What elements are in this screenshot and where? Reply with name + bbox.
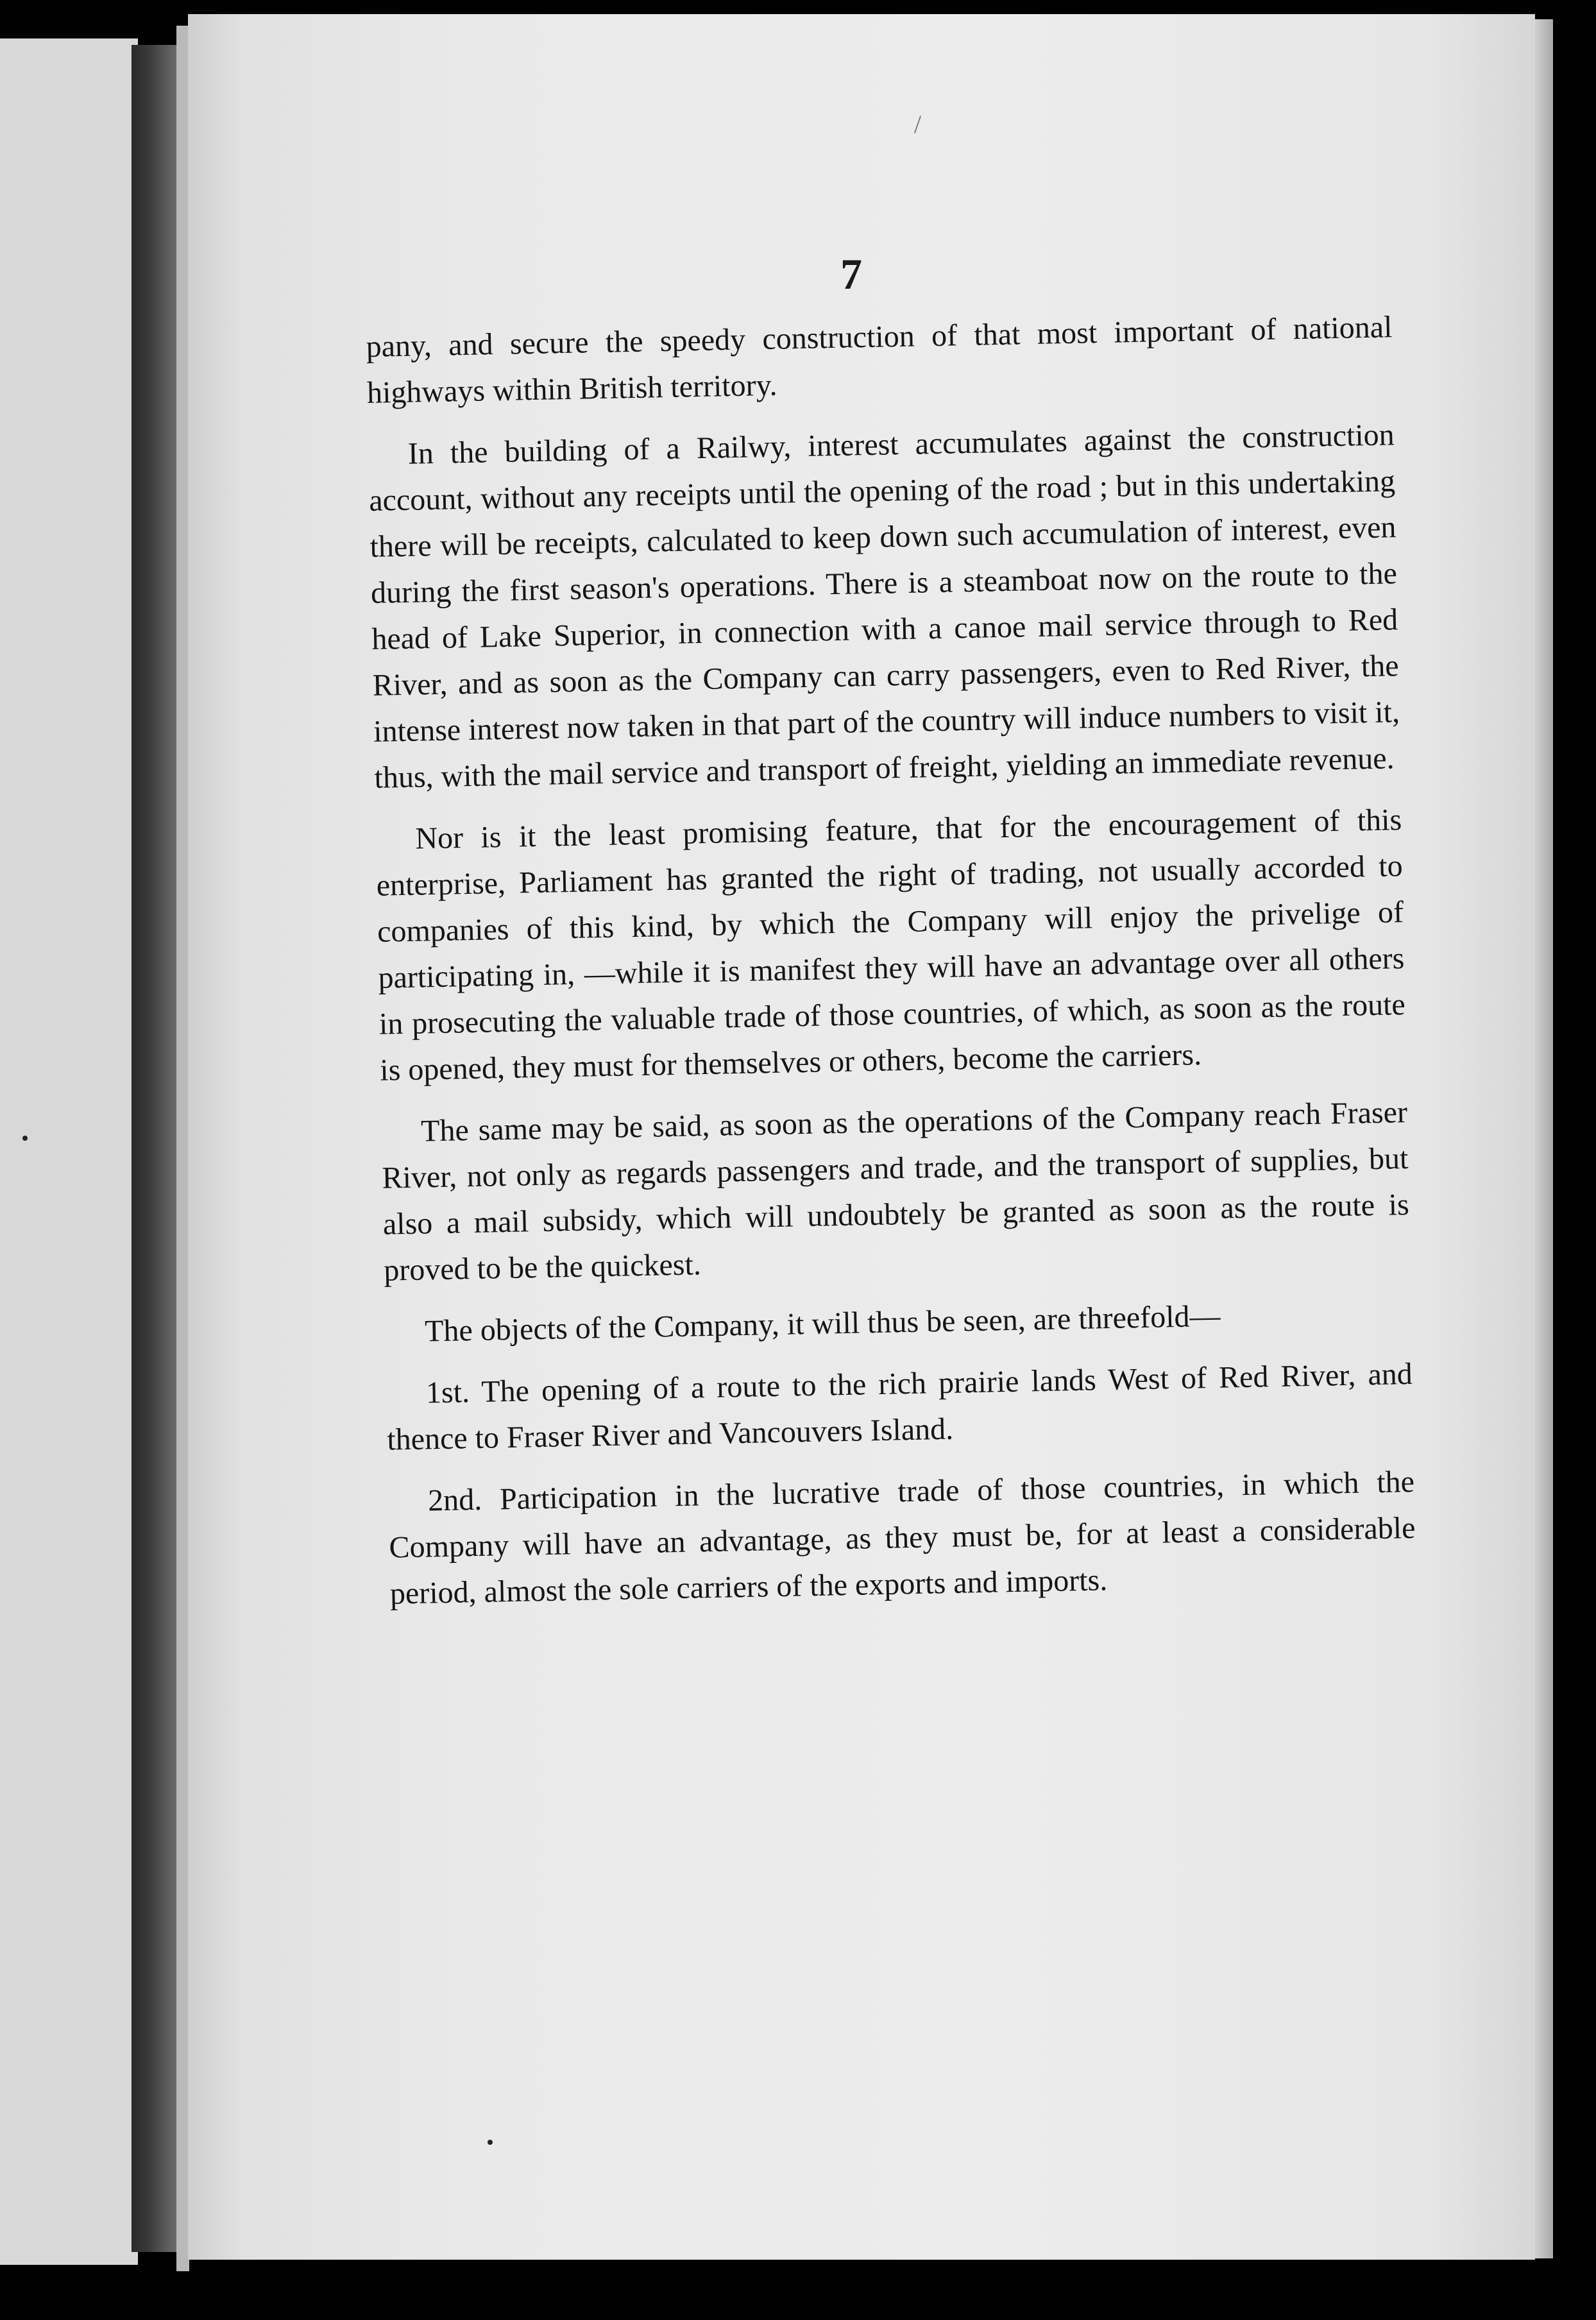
list-item: 2nd. Participation in the lucrative trade of those countries, in which the Company will have an advantage, as they must be, for at least a considerable period, almost the sole carriers of the exports and imports. — [389, 1464, 1416, 1611]
body-text — [366, 304, 1417, 1632]
spine-gutter — [176, 26, 189, 2271]
paragraph: Nor is it the least promising feature, that for the encouragement of this enterprise, Parliament has granted the right of trading, not usually accorded to companies of this kind, by which the Company will enjoy the privelige of participating in, —while it is manifest they will have an advantage over all others in prosecuting the valuable trade of those countries, of which, as soon as the route is opened, they must for themselves or others, become the carriers. — [376, 803, 1406, 1088]
page-edge — [1535, 19, 1553, 2258]
paragraph: The same may be said, as soon as the operations of the Company reach Fraser River, not only as regards passengers and trade, and the transport of supplies, but also a mail subsidy, which will undoubtely be granted as soon as the route is proved to be the quickest. — [382, 1095, 1410, 1288]
page-number: 7 — [840, 250, 862, 298]
left-page — [0, 38, 138, 2265]
stray-mark: / — [914, 110, 922, 139]
paragraph: In the building of a Railwy, interest accumulates against the construction account, without any receipts until the opening of the road ; but in this undertaking there will be receipts, calculated to keep down such accumulation of interest, even during the first season's operations. There is a steamboat now on the route to the head of Lake Superior, in connection with a canoe mail service through to Red River, and as soon as the Company can carry passengers, even to Red River, the intense interest now taken in that part of the country will induce numbers to visit it, thus, with the mail service and transport of freight, yielding an immediate revenue. — [368, 418, 1400, 795]
paragraph: pany, and secure the speedy construction of that most important of national highways within British territory. — [366, 310, 1393, 410]
stray-dot — [22, 1136, 28, 1141]
paragraph: The objects of the Company, it will thus be seen, are threefold— — [424, 1299, 1221, 1349]
stray-dot — [488, 2140, 493, 2145]
book-spine — [132, 45, 176, 2252]
list-item: 1st. The opening of a route to the rich prairie lands West of Red River, and thence to Fraser River and Vancouvers Island. — [386, 1356, 1413, 1457]
